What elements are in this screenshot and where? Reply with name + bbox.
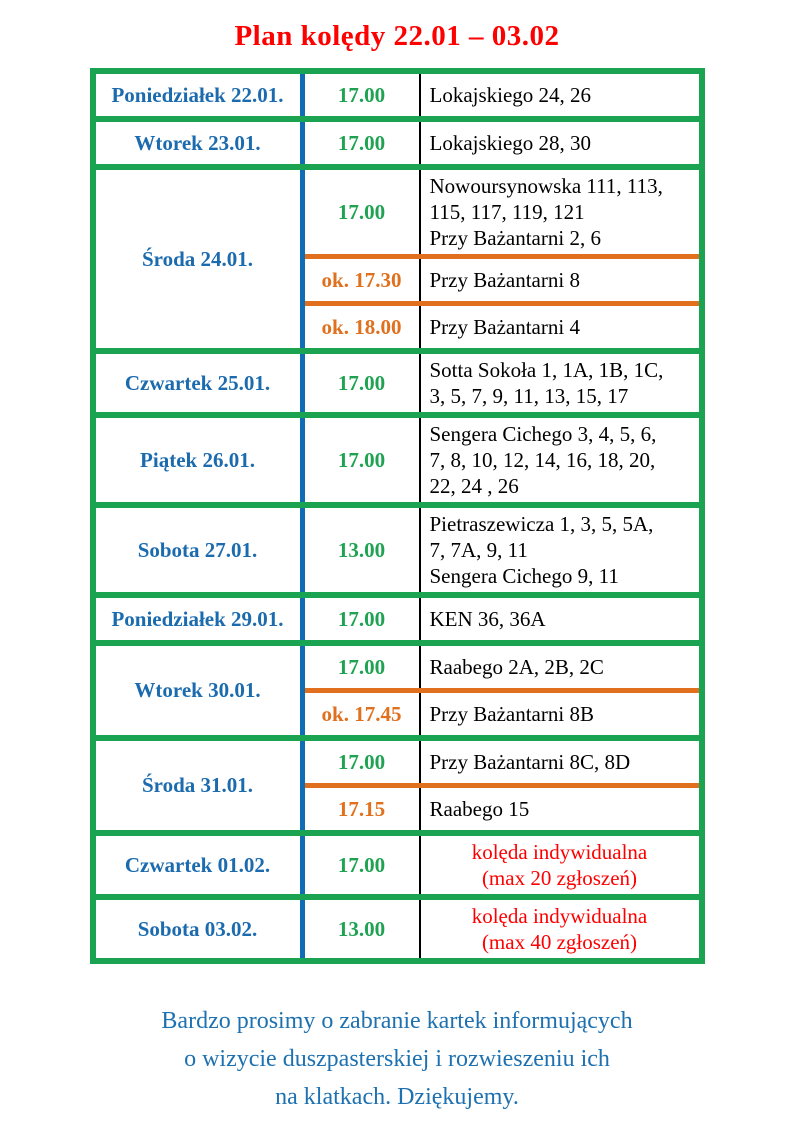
schedule-row (96, 122, 699, 170)
address-line: Nowoursynowska 111, 113, (429, 174, 663, 198)
address-line: Raabego 15 (429, 797, 530, 821)
entry-row (305, 508, 699, 592)
entry-row (305, 306, 699, 348)
entries-group (305, 836, 699, 894)
entry-row (305, 693, 699, 735)
day-cell: Poniedziałek 29.01. (96, 598, 305, 640)
address-line: Sengera Cichego 3, 4, 5, 6, (429, 422, 657, 446)
time-cell: ok. 17.45 (305, 693, 421, 735)
schedule-table (90, 68, 705, 964)
address-line: 7, 7A, 9, 11 (429, 538, 528, 562)
footer-line-3: na klatkach. Dziękujemy. (275, 1084, 519, 1110)
address-cell (421, 741, 699, 783)
address-line: 3, 5, 7, 9, 11, 13, 15, 17 (429, 384, 629, 408)
address-cell (421, 259, 699, 301)
time-cell: ok. 18.00 (305, 306, 421, 348)
day-cell: Wtorek 23.01. (96, 122, 305, 164)
schedule-row (96, 836, 699, 900)
address-line: kolęda indywidualna (471, 904, 648, 928)
day-cell: Sobota 03.02. (96, 900, 305, 958)
day-cell: Sobota 27.01. (96, 508, 305, 592)
entries-group (305, 508, 699, 592)
address-cell (421, 693, 699, 735)
address-line: Przy Bażantarni 2, 6 (429, 226, 601, 250)
address-line: KEN 36, 36A (429, 607, 546, 631)
address-cell (421, 788, 699, 830)
entries-group (305, 741, 699, 830)
time-cell: 17.00 (305, 354, 421, 412)
address-cell (421, 170, 699, 254)
address-cell (421, 418, 699, 502)
time-cell: 17.00 (305, 836, 421, 894)
entry-row (305, 598, 699, 640)
time-cell: 17.00 (305, 170, 421, 254)
address-cell (421, 598, 699, 640)
schedule-row (96, 900, 699, 958)
day-cell: Poniedziałek 22.01. (96, 74, 305, 116)
footer-line-1: Bardzo prosimy o zabranie kartek informujących (161, 1008, 633, 1034)
time-cell: 17.00 (305, 122, 421, 164)
address-line: Przy Bażantarni 8B (429, 702, 594, 726)
address-cell (421, 836, 699, 894)
footer-note (0, 1002, 794, 1116)
day-cell: Czwartek 25.01. (96, 354, 305, 412)
page-title: Plan kolędy 22.01 – 03.02 (234, 20, 560, 52)
entries-group (305, 646, 699, 735)
time-cell: ok. 17.30 (305, 259, 421, 301)
schedule-row (96, 646, 699, 741)
entries-group (305, 122, 699, 164)
schedule-row (96, 74, 699, 122)
schedule-row (96, 170, 699, 354)
time-cell: 17.00 (305, 74, 421, 116)
schedule-row (96, 598, 699, 646)
time-cell: 17.00 (305, 741, 421, 783)
address-line: (max 40 zgłoszeń) (481, 930, 638, 954)
schedule-row (96, 354, 699, 418)
time-cell: 13.00 (305, 900, 421, 958)
address-cell (421, 354, 699, 412)
entries-group (305, 598, 699, 640)
address-line: Przy Bażantarni 8C, 8D (429, 750, 631, 774)
entry-row (305, 646, 699, 693)
address-cell (421, 508, 699, 592)
address-cell (421, 122, 699, 164)
address-line: Sotta Sokoła 1, 1A, 1B, 1C, (429, 358, 664, 382)
address-cell (421, 900, 699, 958)
schedule-row (96, 418, 699, 508)
day-cell: Środa 24.01. (96, 170, 305, 348)
address-line: 115, 117, 119, 121 (429, 200, 585, 224)
day-cell: Czwartek 01.02. (96, 836, 305, 894)
schedule-row (96, 508, 699, 598)
entry-row (305, 74, 699, 116)
address-line: 7, 8, 10, 12, 14, 16, 18, 20, (429, 448, 656, 472)
entries-group (305, 354, 699, 412)
address-line: Sengera Cichego 9, 11 (429, 564, 619, 588)
address-line: kolęda indywidualna (471, 840, 648, 864)
entries-group (305, 170, 699, 348)
address-line: Pietraszewicza 1, 3, 5, 5A, (429, 512, 654, 536)
time-cell: 17.00 (305, 418, 421, 502)
time-cell: 17.15 (305, 788, 421, 830)
entry-row (305, 788, 699, 830)
address-line: (max 20 zgłoszeń) (481, 866, 638, 890)
entries-group (305, 900, 699, 958)
address-line: Raabego 2A, 2B, 2C (429, 655, 604, 679)
footer-line-2: o wizycie duszpasterskiej i rozwieszeniu ich (184, 1046, 610, 1072)
time-cell: 13.00 (305, 508, 421, 592)
entries-group (305, 74, 699, 116)
address-line: Przy Bażantarni 8 (429, 268, 580, 292)
entry-row (305, 741, 699, 788)
entry-row (305, 122, 699, 164)
entry-row (305, 170, 699, 259)
schedule-row (96, 741, 699, 836)
address-line: Lokajskiego 28, 30 (429, 131, 592, 155)
entry-row (305, 836, 699, 894)
address-line: Przy Bażantarni 4 (429, 315, 580, 339)
entry-row (305, 354, 699, 412)
entry-row (305, 259, 699, 306)
day-cell: Wtorek 30.01. (96, 646, 305, 735)
entry-row (305, 418, 699, 502)
address-line: Lokajskiego 24, 26 (429, 83, 592, 107)
address-cell (421, 306, 699, 348)
address-cell (421, 646, 699, 688)
time-cell: 17.00 (305, 598, 421, 640)
entries-group (305, 418, 699, 502)
address-cell (421, 74, 699, 116)
time-cell: 17.00 (305, 646, 421, 688)
address-line: 22, 24 , 26 (429, 474, 519, 498)
day-cell: Środa 31.01. (96, 741, 305, 830)
day-cell: Piątek 26.01. (96, 418, 305, 502)
entry-row (305, 900, 699, 958)
